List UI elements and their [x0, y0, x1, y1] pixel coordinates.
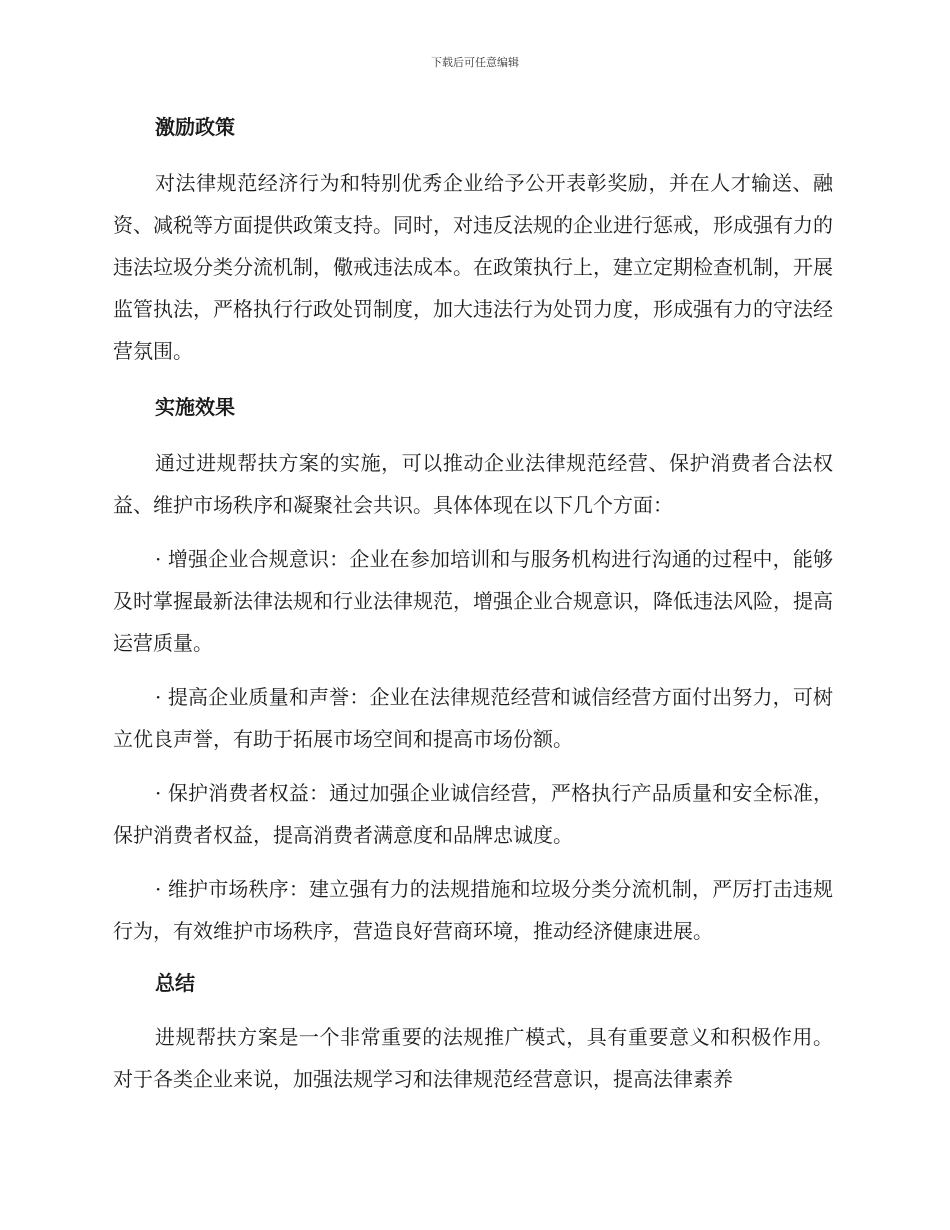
document-body	[113, 108, 833, 1100]
bullet-item-consumer-rights: · 保护消费者权益：通过加强企业诚信经营，严格执行产品质量和安全标准，保护消费者权益，提高消费者满意度和品牌忠诚度。	[113, 781, 833, 847]
header-note: 下载后可任意编辑	[431, 56, 519, 69]
bullet-item-quality-reputation: · 提高企业质量和声誉：企业在法律规范经营和诚信经营方面付出努力，可树立优良声誉，有助于拓展市场空间和提高市场份额。	[113, 685, 833, 751]
section-heading-summary: 总结	[155, 971, 195, 995]
section-heading-implementation-effect: 实施效果	[155, 395, 235, 419]
bullet-item-compliance-awareness: · 增强企业合规意识：企业在参加培训和与服务机构进行沟通的过程中，能够及时掌握最新法律法规和行业法律规范，增强企业合规意识，降低违法风险，提高运营质量。	[113, 547, 833, 655]
paragraph-summary: 进规帮扶方案是一个非常重要的法规推广模式，具有重要意义和积极作用。对于各类企业来说，加强法规学习和法律规范经营意识，提高法律素养	[113, 1025, 833, 1091]
paragraph-implementation-effect: 通过进规帮扶方案的实施，可以推动企业法律规范经营、保护消费者合法权益、维护市场秩序和凝聚社会共识。具体体现在以下几个方面：	[113, 451, 833, 517]
bullet-item-market-order: · 维护市场秩序：建立强有力的法规措施和垃圾分类分流机制，严厉打击违规行为，有效维护市场秩序，营造良好营商环境，推动经济健康进展。	[113, 877, 833, 943]
section-heading-incentive-policy: 激励政策	[155, 115, 235, 139]
paragraph-incentive-policy: 对法律规范经济行为和特别优秀企业给予公开表彰奖励，并在人才输送、融资、减税等方面提供政策支持。同时，对违反法规的企业进行惩戒，形成强有力的违法垃圾分类分流机制，儆戒违法成本。在政策执行上，建立定期检查机制，开展监管执法，严格执行行政处罚制度，加大违法行为处罚力度，形成强有力的守法经营氛围。	[113, 171, 833, 363]
